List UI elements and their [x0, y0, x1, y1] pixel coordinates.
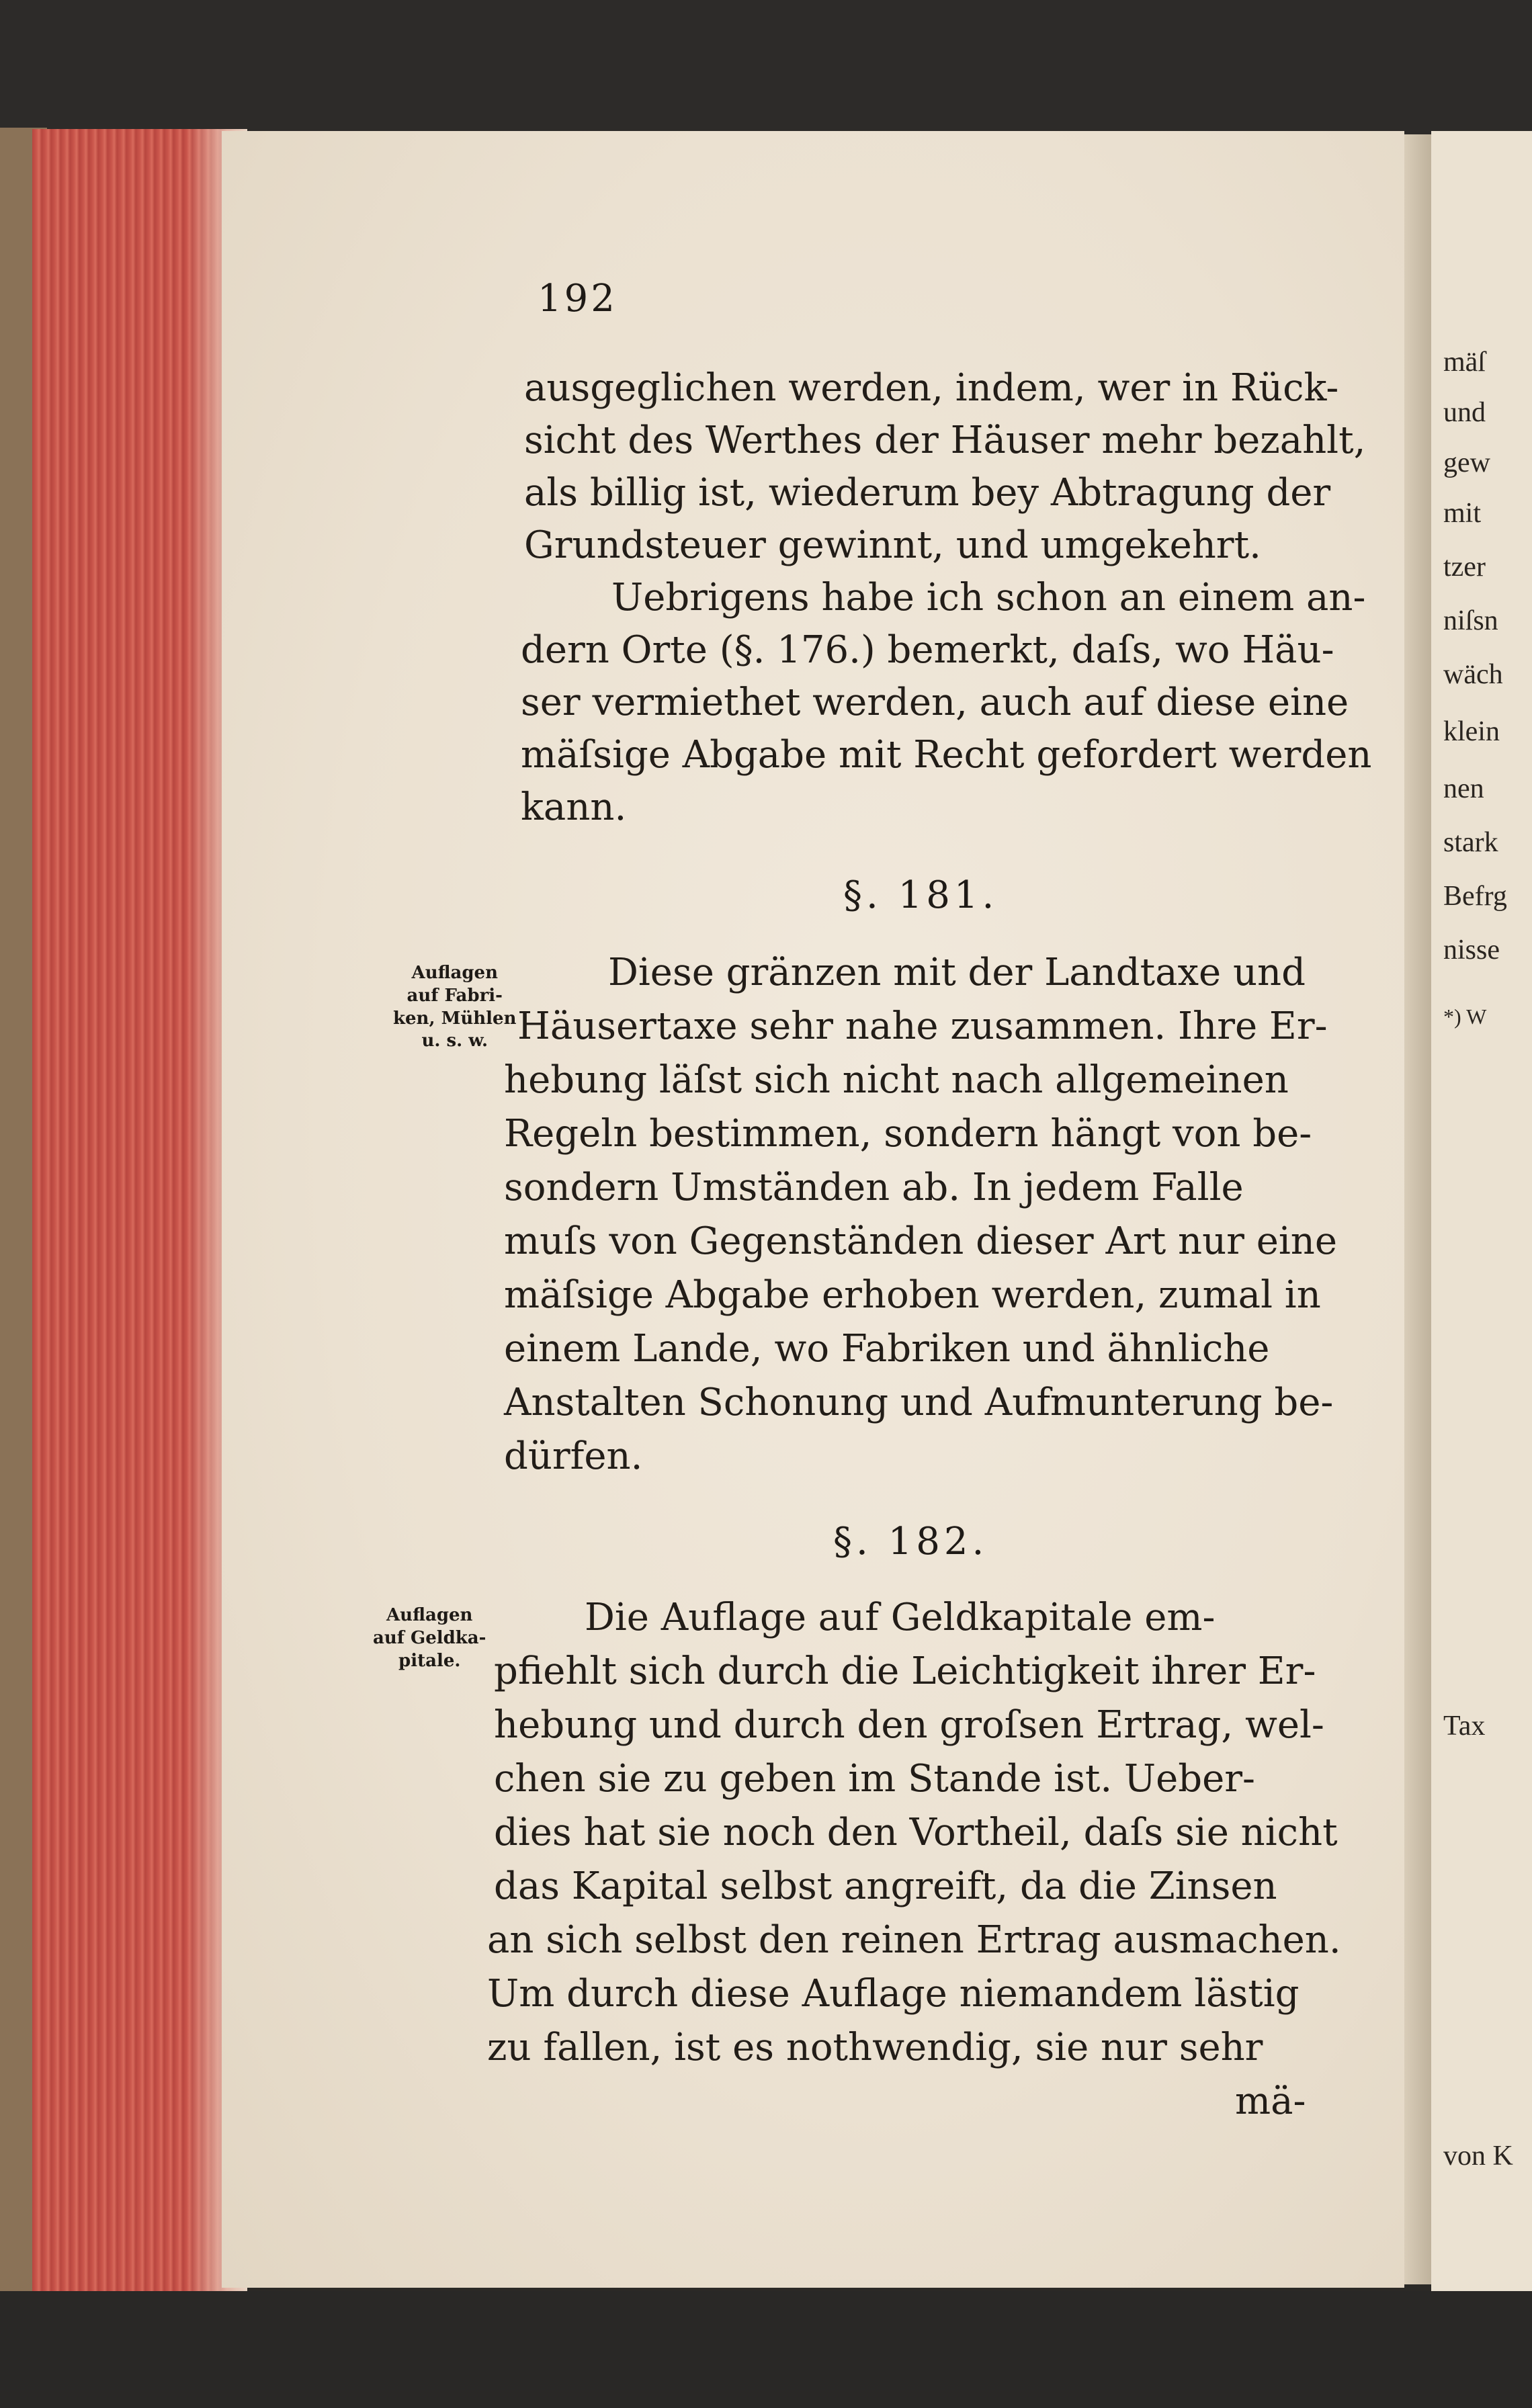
text-line: dürfen.: [504, 1434, 643, 1478]
margin-note-line: Auflagen: [386, 1605, 473, 1625]
text-line: chen sie zu geben im Stande ist. Ueber-: [494, 1757, 1255, 1801]
text-line: sondern Umständen ab. In jedem Falle: [504, 1166, 1244, 1209]
next-page-fragment: mäſ: [1443, 347, 1486, 378]
text-line: kann.: [521, 785, 627, 829]
next-page-fragment: niſsn: [1443, 605, 1498, 636]
next-page-fragment: *) W: [1443, 1004, 1487, 1029]
text-line: zu fallen, ist es nothwendig, sie nur sehr: [487, 2026, 1263, 2069]
text-line: Die Auflage auf Geldkapitale em-: [585, 1596, 1216, 1639]
text-line: muſs von Gegenständen dieser Art nur eine: [504, 1219, 1337, 1263]
text-line: dern Orte (§. 176.) bemerkt, daſs, wo Häu-: [521, 628, 1334, 672]
text-line: hebung und durch den groſsen Ertrag, wel-: [494, 1703, 1324, 1747]
text-line: Regeln bestimmen, sondern hängt von be-: [504, 1112, 1312, 1156]
margin-note-line: pitale.: [398, 1650, 461, 1671]
section-heading-181: §. 181.: [843, 873, 998, 917]
text-line: mäſsige Abgabe erhoben werden, zumal in: [504, 1273, 1321, 1317]
next-page-fragment: Befrg: [1443, 881, 1507, 912]
text-line: Grundsteuer gewinnt, und umgekehrt.: [524, 523, 1261, 567]
background-bottom: [0, 2291, 1532, 2408]
catchword: mä-: [1235, 2079, 1306, 2123]
text-line: ausgeglichen werden, indem, wer in Rück-: [524, 366, 1339, 410]
text-line: als billig ist, wiederum bey Abtragung der: [524, 471, 1331, 515]
text-line: an sich selbst den reinen Ertrag ausmachen.: [487, 1918, 1341, 1962]
next-page-fragment: mit: [1443, 498, 1482, 529]
text-line: sicht des Werthes der Häuser mehr bezahlt,: [524, 419, 1366, 462]
next-page-fragment: nisse: [1443, 935, 1500, 965]
next-page-fragment: tzer: [1443, 552, 1486, 583]
book-gutter: [1404, 134, 1431, 2284]
margin-note-line: ken, Mühlen: [393, 1008, 517, 1029]
page-number: 192: [538, 277, 618, 320]
text-line: dies hat sie noch den Vortheil, daſs sie nicht: [494, 1811, 1338, 1854]
text-line: Uebrigens habe ich schon an einem an-: [611, 576, 1366, 619]
text-line: Häusertaxe sehr nahe zusammen. Ihre Er-: [517, 1004, 1328, 1048]
text-line: einem Lande, wo Fabriken und ähnliche: [504, 1327, 1270, 1371]
text-line: mäſsige Abgabe mit Recht gefordert werden: [521, 733, 1372, 777]
next-page-fragment: Tax: [1443, 1711, 1486, 1742]
background-top: [0, 0, 1532, 134]
next-page-fragment: und: [1443, 397, 1486, 428]
margin-note-line: auf Geldka-: [373, 1627, 486, 1648]
next-page-fragment: wäch: [1443, 659, 1503, 690]
next-page-fragment: nen: [1443, 773, 1484, 804]
next-page-fragment: gew: [1443, 447, 1490, 478]
text-line: Diese gränzen mit der Landtaxe und: [608, 951, 1306, 994]
margin-note-line: u. s. w.: [421, 1031, 488, 1051]
next-page-fragment: klein: [1443, 716, 1500, 747]
next-page-edge: [1431, 131, 1532, 2291]
margin-note-line: Auflagen: [411, 963, 498, 983]
text-line: das Kapital selbst angreift, da die Zinsen: [494, 1864, 1277, 1908]
text-line: hebung läſst sich nicht nach allgemeinen: [504, 1058, 1289, 1102]
next-page-fragment: stark: [1443, 827, 1498, 858]
margin-note-182: [373, 1604, 486, 1672]
text-line: Um durch diese Auflage niemandem lästig: [487, 1972, 1300, 2016]
text-line: ser vermiethet werden, auch auf diese eine: [521, 681, 1349, 724]
margin-note-line: auf Fabri-: [407, 985, 503, 1006]
page-edges-red: [32, 129, 247, 2292]
next-page-fragment: von K: [1443, 2141, 1513, 2172]
margin-note-181: [393, 962, 516, 1053]
section-heading-182: §. 182.: [833, 1520, 988, 1563]
text-line: pfiehlt sich durch die Leichtigkeit ihrer Er-: [494, 1649, 1316, 1693]
text-line: Anstalten Schonung und Aufmunterung be-: [504, 1381, 1334, 1424]
